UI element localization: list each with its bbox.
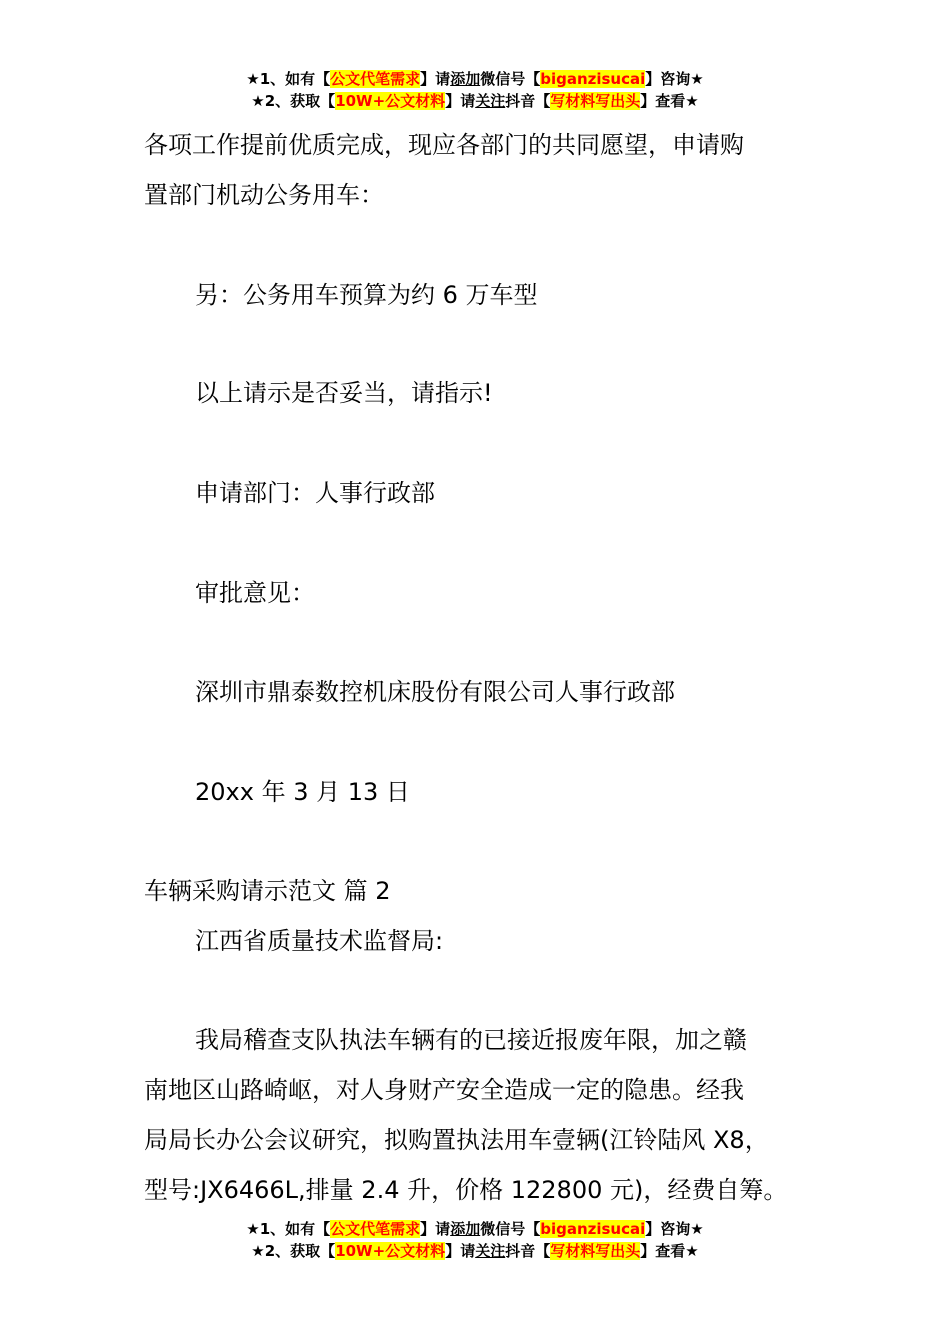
banner-text: 抖音【 — [505, 92, 551, 110]
underlined-text: 关注 — [475, 1242, 506, 1260]
banner-text: ★1、如有【 — [246, 70, 331, 88]
paragraph-line: 审批意见： — [195, 579, 315, 607]
highlight-text: biganzisucai — [540, 1220, 646, 1238]
banner-text: ★1、如有【 — [246, 1220, 331, 1238]
paragraph-line: 以上请示是否妥当，请指示! — [195, 379, 493, 407]
footer-banner — [0, 1218, 950, 1262]
banner-text: 抖音【 — [505, 1242, 551, 1260]
banner-text: ★2、获取【 — [251, 1242, 336, 1260]
banner-line-2 — [0, 90, 950, 112]
paragraph-line: 置部门机动公务用车： — [144, 181, 384, 209]
banner-line-1 — [0, 1218, 950, 1240]
banner-text: 】查看★ — [640, 1242, 699, 1260]
paragraph-line: 另：公务用车预算为约 6 万车型 — [195, 281, 538, 309]
banner-text: ★2、获取【 — [251, 92, 336, 110]
banner-text: 微信号【 — [480, 70, 541, 88]
underlined-text: 关注 — [475, 92, 506, 110]
banner-text: 】咨询★ — [645, 1220, 704, 1238]
banner-text: 】请 — [420, 1220, 451, 1238]
underlined-text: 添加 — [450, 70, 481, 88]
banner-text: 】请 — [420, 70, 451, 88]
addressee-line: 江西省质量技术监督局: — [195, 927, 444, 955]
paragraph-line: 局局长办公会议研究，拟购置执法用车壹辆(江铃陆风 X8， — [144, 1126, 769, 1154]
section-heading: 车辆采购请示范文 篇 2 — [144, 877, 391, 905]
highlight-text: 公文代笔需求 — [330, 1220, 421, 1238]
banner-text: 】查看★ — [640, 92, 699, 110]
banner-line-2 — [0, 1240, 950, 1262]
underlined-text: 添加 — [450, 1220, 481, 1238]
paragraph-line: 我局稽查支队执法车辆有的已接近报废年限，加之赣 — [195, 1026, 747, 1054]
header-banner — [0, 68, 950, 112]
highlight-text: 10W+公文材料 — [335, 1242, 446, 1260]
highlight-text: 写材料写出头 — [550, 92, 641, 110]
banner-text: 】请 — [445, 92, 476, 110]
banner-text: 微信号【 — [480, 1220, 541, 1238]
highlight-text: 公文代笔需求 — [330, 70, 421, 88]
paragraph-line: 申请部门：人事行政部 — [195, 479, 435, 507]
highlight-text: biganzisucai — [540, 70, 646, 88]
paragraph-line: 南地区山路崎岖，对人身财产安全造成一定的隐患。经我 — [144, 1076, 744, 1104]
banner-text: 】请 — [445, 1242, 476, 1260]
highlight-text: 10W+公文材料 — [335, 92, 446, 110]
date-line: 20xx 年 3 月 13 日 — [195, 778, 410, 806]
paragraph-line: 各项工作提前优质完成，现应各部门的共同愿望，申请购 — [144, 131, 744, 159]
highlight-text: 写材料写出头 — [550, 1242, 641, 1260]
banner-line-1 — [0, 68, 950, 90]
paragraph-line: 型号:JX6466L,排量 2.4 升，价格 122800 元)，经费自筹。 — [144, 1176, 788, 1204]
paragraph-line: 深圳市鼎泰数控机床股份有限公司人事行政部 — [195, 678, 675, 706]
banner-text: 】咨询★ — [645, 70, 704, 88]
